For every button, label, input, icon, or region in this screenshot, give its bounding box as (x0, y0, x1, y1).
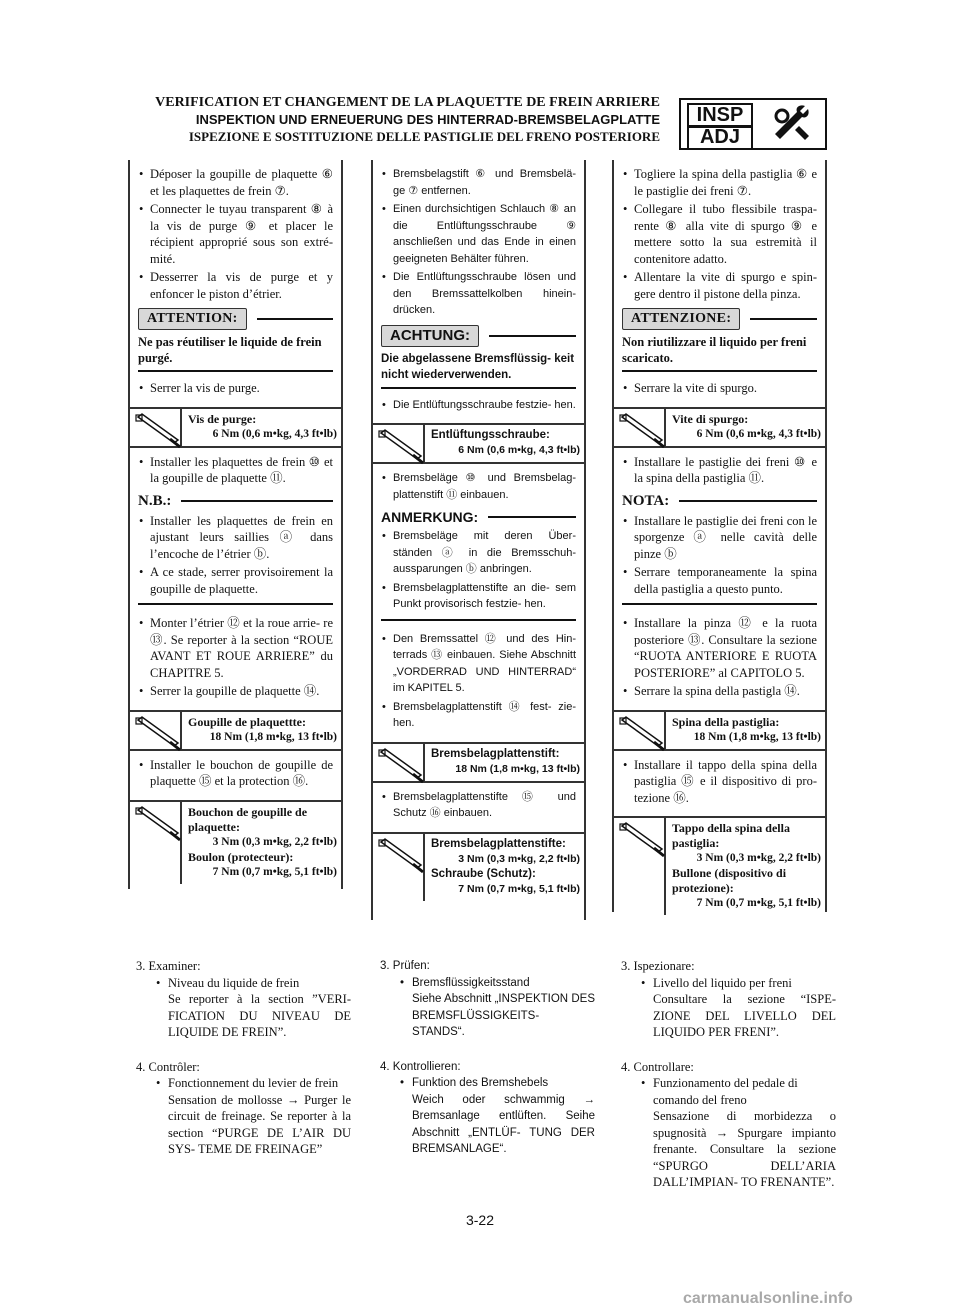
torque-value: 7 Nm (0,7 m•kg, 5,1 ft•lb) (458, 882, 580, 895)
caution-label: ATTENTION: (138, 308, 247, 330)
wrench-tool-icon (767, 104, 817, 144)
tag-adj: ADJ (687, 125, 753, 150)
note-label: N.B.: (138, 492, 172, 509)
item-description: Sensazione di morbidezza o spugnosità → Spurgare impianto frenante. Consultare la sezione “SPURGO DELL’ARIA DALL’IMPIAN- TO FRENANTE”. (653, 1109, 836, 1189)
watermark[interactable]: carmanualsonline.info (683, 1290, 853, 1307)
torque-value: 3 Nm (0,3 m•kg, 2,2 ft•lb) (212, 835, 337, 848)
torque-spec-de-3 (373, 832, 584, 901)
tag-insp: INSP (687, 103, 753, 128)
note-label: NOTA: (622, 492, 670, 509)
torque-spec-it-2 (614, 710, 825, 751)
note-label: ANMERKUNG: (381, 509, 479, 525)
step-de-7: • Bremsbelagplattenstift ⑭ fest- zie- hen. (381, 699, 576, 732)
step-it-3: • Allentare la vite di spurgo e spin- gere dentro il pistone della pinza. (622, 269, 817, 302)
torque-name: Bremsbelagplattenstift: (431, 747, 560, 760)
column-italian (612, 160, 827, 912)
torque-name: Spina della pastiglia: (672, 714, 780, 729)
column-french (128, 160, 343, 889)
torque-wrench-icon (618, 413, 666, 449)
torque-name: Bremsbelagplattenstifte: (431, 837, 566, 850)
step-it-7: • Serrare la spina della pastigla ⑭. (622, 683, 817, 700)
note-box-de (381, 509, 576, 621)
caution-box-fr (138, 308, 333, 372)
section-tag-box (679, 98, 827, 150)
step-de-2: • Einen durchsichtigen Schlauch ⑧ an die Entlüftungsschraube ⑨ anschließen und das Ende in einen geeigneten Behälter führen. (381, 201, 576, 267)
torque-spec-it-1 (614, 407, 825, 448)
torque-spec-fr-3 (130, 800, 341, 884)
caution-label: ACHTUNG: (381, 325, 479, 347)
step-it-1: • Togliere la spina della pastiglia ⑥ e le pastiglie dei freni ⑦. (622, 166, 817, 199)
step-it-6: • Installare la pinza ⑫ e la ruota posteriore ⑬. Consultare la sezione “RUOTA ANTERIORE E RUOTA POSTERIORE” al CAPITOLO 5. (622, 615, 817, 681)
page-header (120, 94, 660, 145)
title-french: VERIFICATION ET CHANGEMENT DE LA PLAQUETTE DE FREIN ARRIERE (155, 95, 660, 110)
step-de-8: • Bremsbelagplattenstifte ⑮ und Schutz ⑯ einbauen. (381, 789, 576, 822)
bottom-italian (621, 958, 836, 1209)
torque-value: 6 Nm (0,6 m•kg, 4,3 ft•lb) (212, 427, 337, 440)
step-de-4: • Die Entlüftungsschraube festzie- hen. (381, 397, 576, 414)
item-description: Sensation de mollosse → Purger le circuit de freinage. Se reporter à la section “PURGE DE L’AIR DU SYS- TEME DE FREINAGE” (168, 1092, 351, 1156)
item-subject: • Funktion des Bremshebels (400, 1075, 595, 1092)
torque-value: 7 Nm (0,7 m•kg, 5,1 ft•lb) (212, 865, 337, 878)
step-fr-5: • Installer les plaquettes de frein ⑩ et la goupille de plaquette ⑪. (138, 454, 333, 487)
note-item: • Installare le pastiglie dei freni con le sporgenze ⓐ nelle cavità delle pinze ⓑ (622, 513, 817, 563)
item-description: Se reporter à la section ”VERI- FICATION DU NIVEAU DE LIQUIDE DE FREIN”. (168, 992, 351, 1039)
torque-wrench-icon (618, 716, 666, 752)
torque-wrench-icon (134, 806, 182, 842)
torque-spec-de-1 (373, 423, 584, 464)
torque-value: 3 Nm (0,3 m•kg, 2,2 ft•lb) (458, 852, 580, 865)
torque-wrench-icon (134, 716, 182, 752)
caution-label: ATTENZIONE: (622, 308, 740, 330)
torque-name: Schraube (Schutz): (431, 867, 536, 880)
item-subject: • Niveau du liquide de frein (156, 975, 351, 992)
item-heading: 4. Kontrollieren: (380, 1060, 461, 1073)
column-german (371, 160, 586, 920)
item-subject: • Bremsflüssigkeitsstand (400, 975, 595, 992)
item-heading: 3. Ispezionare: (621, 959, 695, 973)
torque-name: Goupille de plaquettte: (188, 714, 307, 729)
torque-wrench-icon (377, 748, 425, 784)
item-description: Consultare la sezione “ISPE- ZIONE DEL LIVELLO DEL LIQUIDO PER FRENI”. (653, 992, 836, 1039)
caution-text: Non riutilizzare il liquido per freni scaricato. (622, 334, 817, 372)
item-heading: 4. Controllare: (621, 1059, 694, 1074)
note-item: • Bremsbelagplattenstifte an die- sem Punkt provisorisch festzie- hen. (381, 580, 576, 613)
title-italian: ISPEZIONE E SOSTITUZIONE DELLE PASTIGLIE DEL FRENO POSTERIORE (188, 129, 660, 144)
torque-name: Bouchon de goupille de plaquette: (188, 804, 308, 834)
step-de-6: • Den Bremssattel ⑫ und des Hin- terrads ⑬ einbauen. Siehe Abschnitt „VORDERRAD UND HINTERRAD“ im KAPITEL 5. (381, 631, 576, 697)
torque-name: Boulon (protecteur): (188, 849, 294, 864)
torque-value: 3 Nm (0,3 m•kg, 2,2 ft•lb) (696, 852, 821, 864)
step-it-4: • Serrare la vite di spurgo. (622, 380, 817, 397)
torque-value: 18 Nm (1,8 m•kg, 13 ft•lb) (455, 762, 580, 775)
torque-name: Vis de purge: (188, 411, 257, 426)
caution-text: Ne pas réutiliser le liquide de frein purgé. (138, 334, 333, 372)
step-de-5: • Bremsbeläge ⑩ und Bremsbelag- plattenstift ⑪ einbauen. (381, 470, 576, 503)
page-number: 3-22 (465, 1212, 495, 1228)
caution-text: Die abgelassene Bremsflüssig- keit nicht wiederverwenden. (381, 351, 576, 389)
item-heading: 4. Contrôler: (136, 1059, 200, 1074)
note-item: • A ce stade, serrer provisoirement la goupille de plaquette. (138, 564, 333, 597)
step-it-2: • Collegare il tubo flessibile traspa- rente ⑧ alla vite di spurgo ⑨ e mettere sotto la sua estremità il contenitore adatto. (622, 201, 817, 267)
step-de-3: • Die Entlüftungsschraube lösen und den Bremssattelkolben hinein- drücken. (381, 269, 576, 319)
step-fr-1: • Déposer la goupille de plaquette ⑥ et les plaquettes de frein ⑦. (138, 166, 333, 199)
caution-box-it (622, 308, 817, 372)
torque-value: 6 Nm (0,6 m•kg, 4,3 ft•lb) (458, 444, 580, 456)
torque-name: Bullone (dispositivo di protezione): (672, 866, 787, 895)
torque-value: 7 Nm (0,7 m•kg, 5,1 ft•lb) (696, 897, 821, 909)
item-subject: • Livello del liquido per freni (641, 975, 836, 992)
torque-spec-fr-2 (130, 710, 341, 751)
item-subject: • Funzionamento del pedale di comando del freno (641, 1075, 836, 1108)
torque-name: Vite di spurgo: (672, 411, 749, 426)
note-item: • Bremsbeläge mit deren Über- ständen ⓐ in die Bremsschuh- aussparungen ⓑ anbringen. (381, 528, 576, 578)
torque-value: 6 Nm (0,6 m•kg, 4,3 ft•lb) (696, 427, 821, 440)
torque-value: 18 Nm (1,8 m•kg, 13 ft•lb) (209, 730, 337, 743)
step-fr-4: • Serrer la vis de purge. (138, 380, 333, 397)
step-fr-3: • Desserrer la vis de purge et y enfoncer le piston d’étrier. (138, 269, 333, 302)
step-it-8: • Installare il tappo della spina della pastiglia ⑮ e il dispositivo di pro- tezione ⑯. (622, 757, 817, 807)
item-subject: • Fonctionnement du levier de frein (156, 1075, 351, 1092)
torque-wrench-icon (134, 413, 182, 449)
step-it-5: • Installare le pastiglie dei freni ⑩ e la spina della pastiglia ⑪. (622, 454, 817, 487)
torque-name: Entlüftungsschraube: (431, 429, 550, 441)
item-heading: 3. Prüfen: (380, 960, 430, 972)
torque-wrench-icon (377, 838, 425, 874)
step-fr-8: • Installer le bouchon de goupille de plaquette ⑮ et la protection ⑯. (138, 757, 333, 790)
torque-spec-de-2 (373, 742, 584, 783)
torque-value: 18 Nm (1,8 m•kg, 13 ft•lb) (693, 730, 821, 743)
step-fr-2: • Connecter le tuyau transparent ⑧ à la vis de purge ⑨ et placer le récipient approprié sous son extré- mité. (138, 201, 333, 267)
note-item: • Installer les plaquettes de frein en ajustant leurs saillies ⓐ dans l’encoche de l’étrier ⓑ. (138, 513, 333, 563)
torque-spec-fr-1 (130, 407, 341, 448)
item-description: Weich oder schwammig → Bremsanlage entlüften. Seihe Abschnitt „ENTLÜF- TUNG DER BREMSANLAGE“. (412, 1093, 595, 1155)
note-box-fr (138, 493, 333, 606)
step-de-1: • Bremsbelagstift ⑥ und Bremsbelä- ge ⑦ entfernen. (381, 166, 576, 199)
note-item: • Serrare temporaneamente la spina della pastiglia a questo punto. (622, 564, 817, 597)
note-box-it (622, 493, 817, 606)
torque-name: Tappo della spina della pastiglia: (672, 821, 790, 850)
step-fr-7: • Serrer la goupille de plaquette ⑭. (138, 683, 333, 700)
torque-spec-it-3 (614, 816, 825, 915)
bottom-french (136, 958, 351, 1176)
caution-box-de (381, 325, 576, 389)
torque-wrench-icon (618, 822, 666, 858)
title-german: INSPEKTION UND ERNEUERUNG DES HINTERRAD-BREMSBELAGPLATTE (195, 112, 660, 127)
item-description: Siehe Abschnitt „INSPEKTION DES BREMSFLÜSSIGKEITS- STANDS“. (412, 993, 595, 1038)
item-heading: 3. Examiner: (136, 959, 201, 973)
torque-wrench-icon (377, 429, 425, 465)
step-fr-6: • Monter l’étrier ⑫ et la roue arrie- re ⑬. Se reporter à la section “ROUE AVANT ET ROUE ARRIERE” du CHAPITRE 5. (138, 615, 333, 681)
bottom-german (380, 958, 595, 1176)
